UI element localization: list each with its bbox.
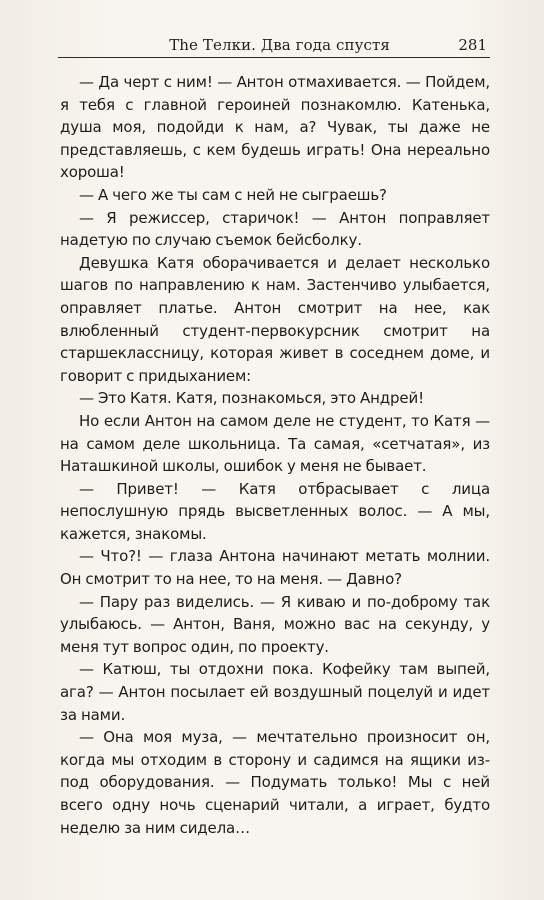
paragraph: — Катюш, ты отдохни пока. Кофейку там выпей, ага? — Антон посылает ей воздушный поцелуй и идет за нами. [60,660,490,724]
paragraph: — Она моя муза, — мечтательно произносит он, когда мы отходим в сторону и садимся на ящики из-под оборудования. — Подумать только! Мы с ней всего одну ночь сценарий читали, а играет, будто неделю за ним сидела… [60,728,490,837]
paragraph: — Да черт с ним! — Антон отмахивается. — Пойдем, я тебя с главной героиней познакомлю. Катенька, душа моя, подойди к нам, а? Чувак, ты даже не представляешь, с кем будешь играть! Она нереально хороша! [60,73,490,182]
running-title: The Телки. Два года спустя [169,36,390,54]
paragraph: — Это Катя. Катя, познакомься, это Андрей! [79,389,424,408]
paragraph: Но если Антон на самом деле не студент, то Катя — на самом деле школьница. Та самая, «сетчатая», из Наташкиной школы, ошибок у меня не бывает. [60,411,490,476]
paragraph: — Привет! — Катя отбрасывает с лица непослушную прядь высветленных волос. — А мы, кажется, знакомы. [60,479,490,543]
running-header [58,35,490,58]
paragraph: — А чего же ты сам с ней не сыграешь? [79,185,387,204]
paragraph: — Что?! — глаза Антона начинают метать молнии. Он смотрит то на нее, то на меня. — Давно? [60,547,490,589]
page-number: 281 [458,36,487,54]
body-text [60,71,490,839]
paragraph: Девушка Катя оборачивается и делает несколько шагов по направлению к нам. Застенчиво улыбается, оправляет платье. Антон смотрит на нее, как влюбленный студент-первокурсник смотрит на старшеклассницу, которая живет в соседнем доме, и говорит с придыханием: [60,253,490,385]
paragraph: — Пару раз виделись. — Я киваю и по-доброму так улыбаюсь. — Антон, Ваня, можно вас на секунду, у меня тут вопрос один, по проекту. [60,592,490,656]
paragraph: — Я режиссер, старичок! — Антон поправляет надетую по случаю съемок бейсболку. [60,208,490,250]
